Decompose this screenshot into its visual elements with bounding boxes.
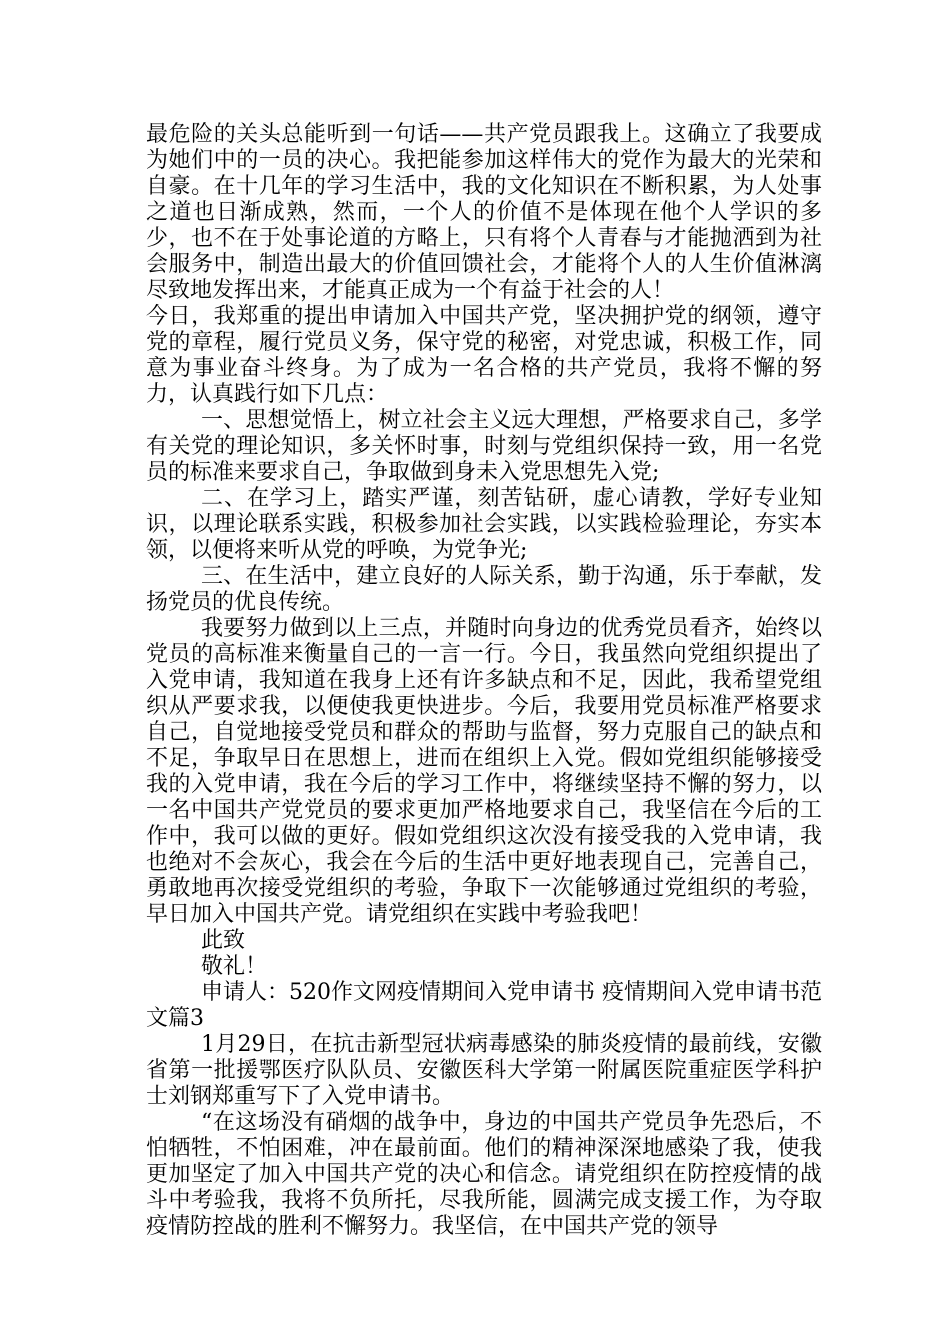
salutation-line: 此致 — [201, 928, 246, 953]
paragraph: “在这场没有硝烟的战争中，身边的中国共产党员争先恐后，不怕牺牲，不怕困难，冲在最前面。他们的精神深深地感染了我，使我更加坚定了加入中国共产党的决心和信念。请党组织在防控疫情的战斗中考验我，我将不负所托，尽我所能，圆满完成支援工作，为夺取疫情防控战的胜利不懈努力。我坚信，在中国共产党的领导 — [146, 1110, 822, 1239]
paragraph: 1月29日，在抗击新型冠状病毒感染的肺炎疫情的最前线，安徽省第一批援鄂医疗队队员、安徽医科大学第一附属医院重症医学科护士刘钢郑重写下了入党申请书。 — [146, 1032, 822, 1109]
paragraph: 最危险的关头总能听到一句话——共产党员跟我上。这确立了我要成为她们中的一员的决心。我把能参加这样伟大的党作为最大的光荣和自豪。在十几年的学习生活中，我的文化知识在不断积累，为人处事之道也日渐成熟，然而，一个人的价值不是体现在他个人学识的多少，也不在于处事论道的方略上，只有将个人青春与才能抛洒到为社会服务中，制造出最大的价值回馈社会，才能将个人的人生价值淋漓尽致地发挥出来，才能真正成为一个有益于社会的人！ — [146, 122, 822, 303]
paragraph: 我要努力做到以上三点，并随时向身边的优秀党员看齐，始终以党员的高标准来衡量自己的一言一行。今日，我虽然向党组织提出了入党申请，我知道在我身上还有许多缺点和不足，因此，我希望党组织从严要求我，以便使我更快进步。今后，我要用党员标准严格要求自己，自觉地接受党员和群众的帮助与监督，努力克服自己的缺点和不足，争取早日在思想上，进而在组织上入党。假如党组织能够接受我的入党申请，我在今后的学习工作中，将继续坚持不懈的努力，以一名中国共产党党员的要求更加严格地要求自己，我坚信在今后的工作中，我可以做的更好。假如党组织这次没有接受我的入党申请，我也绝对不会灰心，我会在今后的生活中更好地表现自己，完善自己，勇敢地再次接受党组织的考验，争取下一次能够通过党组织的考验，早日加入中国共产党。请党组织在实践中考验我吧！ — [146, 616, 822, 927]
document-page — [146, 122, 822, 1240]
salutation-line: 敬礼！ — [201, 954, 268, 979]
paragraph: 今日，我郑重的提出申请加入中国共产党，坚决拥护党的纲领，遵守党的章程，履行党员义务，保守党的秘密，对党忠诚，积极工作，同意为事业奋斗终身。为了成为一名合格的共产党员，我将不懈的努力，认真践行如下几点： — [146, 304, 822, 407]
paragraph: 二、在学习上，踏实严谨，刻苦钻研，虚心请教，学好专业知识，以理论联系实践，积极参加社会实践，以实践检验理论，夯实本领，以便将来听从党的呼唤，为党争光; — [146, 486, 822, 563]
paragraph: 三、在生活中，建立良好的人际关系，勤于沟通，乐于奉献，发扬党员的优良传统。 — [146, 564, 822, 615]
applicant-line: 申请人：520作文网疫情期间入党申请书 疫情期间入党申请书范文篇3 — [146, 980, 822, 1031]
paragraph: 一、思想觉悟上，树立社会主义远大理想，严格要求自己，多学有关党的理论知识，多关怀时事，时刻与党组织保持一致，用一名党员的标准来要求自己，争取做到身未入党思想先入党; — [146, 408, 822, 485]
